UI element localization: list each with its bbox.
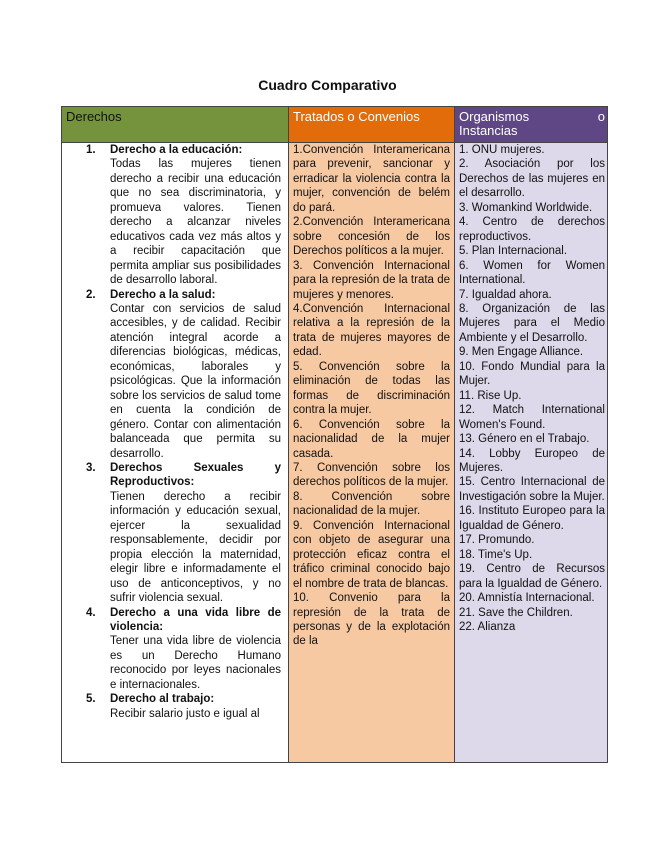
rights-item-title: Derechos Sexuales y Reproductivos: [110, 461, 281, 489]
rights-item [66, 461, 284, 606]
comparison-table [61, 106, 608, 763]
organization-entry: 3. Womankind Worldwide. [459, 201, 593, 214]
rights-item-description: Tienen derecho a recibir información y educación sexual, ejercer la sexualidad responsablemente, decidir por propia elección la maternidad, elegir libre e informadamente el uso de anticonceptivos, y no sufrir violencia sexual. [110, 490, 281, 605]
organization-entry: 5. Plan Internacional. [459, 245, 568, 258]
organization-entry: 20. Amnistía Internacional. [459, 592, 595, 605]
treaty-entry: 5. Convención sobre la eliminación de todas las formas de discriminación contra la mujer. [293, 360, 450, 417]
organization-entry: 22. Alianza [459, 620, 516, 633]
organization-entry: 17. Promundo. [459, 534, 535, 547]
treaty-entry: 6. Convención sobre la nacionalidad de la mujer casada. [293, 418, 450, 460]
rights-item [66, 288, 284, 461]
rights-column [62, 107, 289, 762]
treaty-entry: 4.Convención Internacional relativa a la represión de la trata de mujeres mayores de edad. [293, 302, 450, 359]
organizations-header [455, 107, 608, 143]
treaties-header: Tratados o Convenios [289, 107, 454, 143]
rights-item-number: 4. [86, 606, 96, 619]
organization-entry: 8. Organización de las Mujeres para el Medio Ambiente y el Desarrollo. [459, 302, 605, 344]
rights-item-description: Recibir salario justo e igual al [110, 707, 260, 720]
organization-entry: 14. Lobby Europeo de Mujeres. [459, 447, 605, 474]
treaty-entry: 1.Convención Interamericana para prevenir, sancionar y erradicar la violencia contra la mujer, convención de belém do pará. [293, 144, 450, 214]
rights-item-description: Tener una vida libre de violencia es un Derecho Humano reconocido por leyes nacionales e internacionales. [110, 635, 281, 691]
organization-entry: 10. Fondo Mundial para la Mujer. [459, 360, 605, 388]
treaty-entry: 3. Convención Internacional para la represión de la trata de mujeres y menores. [293, 259, 450, 301]
rights-header: Derechos [62, 107, 288, 143]
rights-item-title: Derecho al trabajo: [110, 693, 215, 706]
rights-item-number: 1. [86, 144, 96, 156]
organization-entry: 2. Asociación por los Derechos de las mujeres en el desarrollo. [459, 158, 605, 200]
rights-item-number: 2. [86, 288, 96, 301]
rights-item-description: Todas las mujeres tienen derecho a recibir una educación que no sea discriminatoria, y promueva valores. Tienen derecho a alcanzar niveles educativos cada vez más altos y a recibir capacitación que permita ampliar sus posibilidades de desarrollo laboral. [110, 158, 281, 287]
organization-entry: 15. Centro Internacional de Investigación sobre la Mujer. [459, 476, 605, 503]
treaty-entry: 10. Convenio para la represión de la trata de personas y de la explotación de la [293, 592, 450, 648]
organizations-column [455, 107, 608, 762]
rights-item-title: Derecho a la educación: [110, 144, 243, 156]
organization-entry: 6. Women for Women International. [459, 259, 605, 287]
organization-entry: 9. Men Engage Alliance. [459, 346, 584, 359]
organization-entry: 21. Save the Children. [459, 606, 573, 619]
rights-item-number: 5. [86, 693, 96, 706]
organization-entry: 13. Género en el Trabajo. [459, 433, 590, 446]
rights-item-title: Derecho a la salud: [110, 288, 216, 301]
organization-entry: 12. Match International Women's Found. [459, 404, 605, 431]
organizations-header-line2: Instancias [459, 123, 518, 138]
organizations-cell [455, 143, 608, 634]
organization-entry: 16. Instituto Europeo para la Igualdad de Género. [459, 505, 605, 532]
organization-entry: 18. Time's Up. [459, 548, 533, 561]
rights-list [66, 143, 284, 721]
rights-item [66, 143, 284, 288]
organization-entry: 7. Igualdad ahora. [459, 288, 552, 301]
rights-item-description: Contar con servicios de salud accesibles, y de calidad. Recibir atención integral acorde a diferencias biológicas, médicas, económicas, laborales y psicológicas. Que la información sobre los servicios de salud tome en cuenta la condición de género. Contar con alimentación balanceada que permita su desarrollo. [110, 302, 281, 460]
organization-entry: 4. Centro de derechos reproductivos. [459, 216, 605, 243]
treaty-entry: 9. Convención Internacional con objeto de asegurar una protección eficaz contra el tráfico criminal conocido bajo el nombre de trata de blancas. [293, 519, 450, 590]
rights-item [66, 692, 284, 721]
treaty-entry: 7. Convención sobre los derechos políticos de la mujer. [293, 461, 450, 489]
rights-cell [62, 143, 288, 721]
treaties-cell [289, 143, 454, 649]
organization-entry: 11. Rise Up. [459, 389, 522, 402]
rights-item-number: 3. [86, 461, 96, 474]
treaty-entry: 8. Convención sobre nacionalidad de la mujer. [293, 490, 450, 518]
rights-item [66, 606, 284, 693]
organization-entry: 19. Centro de Recursos para la Igualdad de Género. [459, 563, 605, 590]
rights-item-title: Derecho a una vida libre de violencia: [110, 606, 281, 633]
organizations-header-line1: Organismos o [459, 109, 605, 124]
treaties-column [289, 107, 455, 762]
treaty-entry: 2.Convención Interamericana sobre concesión de los Derechos políticos a la mujer. [293, 216, 450, 258]
organization-entry: 1. ONU mujeres. [459, 144, 545, 156]
page-title: Cuadro Comparativo [258, 77, 397, 93]
